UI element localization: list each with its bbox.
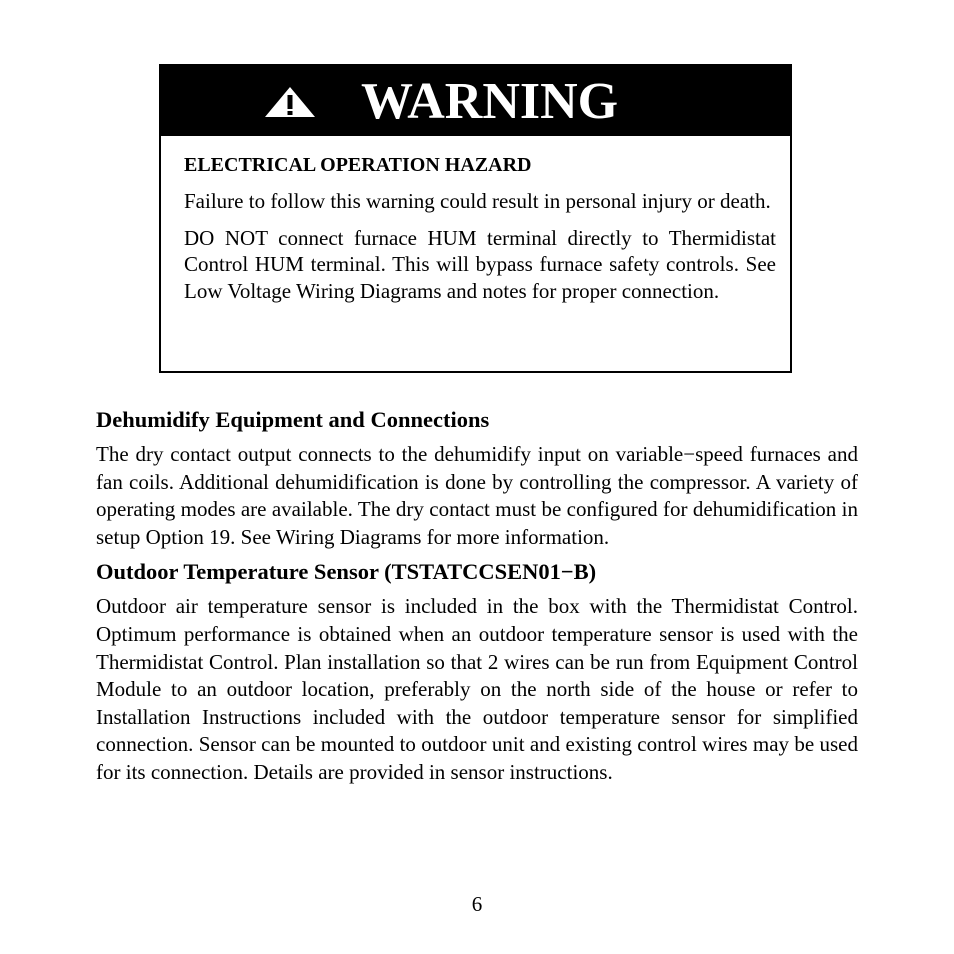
section-body-outdoor-sensor: Outdoor air temperature sensor is included in the box with the Thermidistat Control. Optimum performance is obtained when an outdoor temperature sensor is used with the Thermidistat Control. Plan installation so that 2 wires can be run from Equipment Control Module to an outdoor location, preferably on the north side of the house or refer to Installation Instructions included with the outdoor temperature sensor for simplified connection. Sensor can be mounted to outdoor unit and existing control wires may be used for its connection. Details are provided in sensor instructions. <box>96 594 858 784</box>
warning-box <box>159 64 792 373</box>
warning-body <box>161 136 790 304</box>
warning-triangle-icon <box>263 86 317 118</box>
section-heading-outdoor-sensor: Outdoor Temperature Sensor (TSTATCCSEN01−B) <box>96 559 597 585</box>
warning-title: WARNING <box>361 73 619 130</box>
section-heading-dehumidify: Dehumidify Equipment and Connections <box>96 407 490 432</box>
main-content <box>96 405 858 791</box>
warning-paragraph: DO NOT connect furnace HUM terminal directly to Thermidistat Control HUM terminal. This will bypass furnace safety controls. See Low Voltage Wiring Diagrams and notes for proper connection. <box>184 225 776 303</box>
hazard-title: ELECTRICAL OPERATION HAZARD <box>184 154 532 176</box>
warning-header <box>161 66 790 136</box>
warning-paragraph: Failure to follow this warning could result in personal injury or death. <box>184 189 771 213</box>
section-body-dehumidify: The dry contact output connects to the dehumidify input on variable−speed furnaces and fan coils. Additional dehumidification is done by controlling the compressor. A variety of operating modes are available. The dry contact must be configured for dehumidification in setup Option 19. See Wiring Diagrams for more information. <box>96 442 858 549</box>
page-number: 6 <box>471 892 483 916</box>
